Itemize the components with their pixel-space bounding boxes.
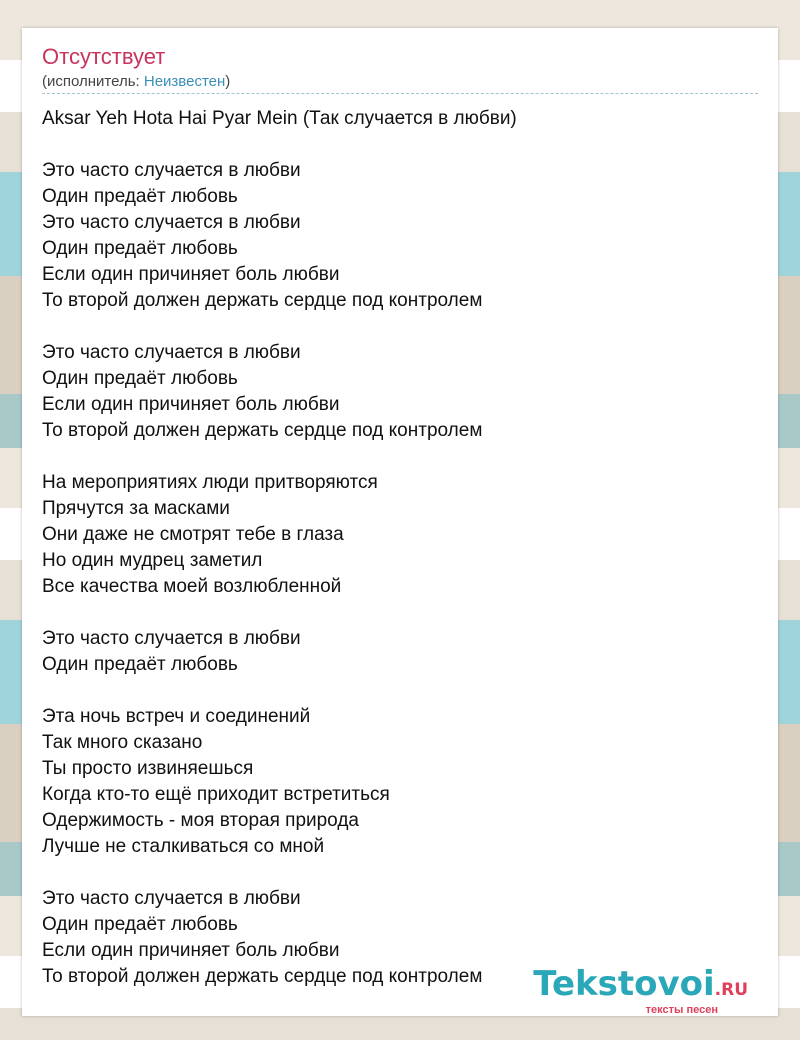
lyrics-text: Aksar Yeh Hota Hai Pyar Mein (Так случается в любви) Это часто случается в любви Один предаёт любовь Это часто случается в любви Один предаёт любовь Если один причиняет боль любви То второй должен держать сердце под контролем Это часто случается в любви Один предаёт любовь Если один причиняет боль любви То второй должен держать сердце под контролем На мероприятиях люди притворяются Прячутся за масками Они даже не смотрят тебе в глаза Но один мудрец заметил Все качества моей возлюбленной Это часто случается в любви Один предаёт любовь Эта ночь встреч и соединений Так много сказано Ты просто извиняешься Когда кто-то ещё приходит встретиться Одержимость - моя вторая природа Лучше не сталкиваться со мной Это часто случается в любви Один предаёт любовь Если один причиняет боль любви То второй должен держать сердце под контролем: [42, 108, 517, 987]
logo-wordmark: [533, 966, 748, 1008]
logo-tagline: тексты песен: [645, 1004, 718, 1016]
logo-tld: .RU: [714, 980, 748, 1000]
lyrics-card: [22, 28, 778, 1016]
song-title: Отсутствует: [42, 44, 166, 69]
logo-name: Tekstovoi: [533, 964, 715, 1004]
artist-prefix: (исполнитель:: [42, 73, 144, 90]
artist-line: [42, 73, 230, 91]
artist-suffix: ): [225, 73, 231, 90]
title-divider: [42, 93, 758, 94]
artist-link[interactable]: Неизвестен: [143, 73, 226, 90]
site-logo[interactable]: [533, 966, 748, 1016]
